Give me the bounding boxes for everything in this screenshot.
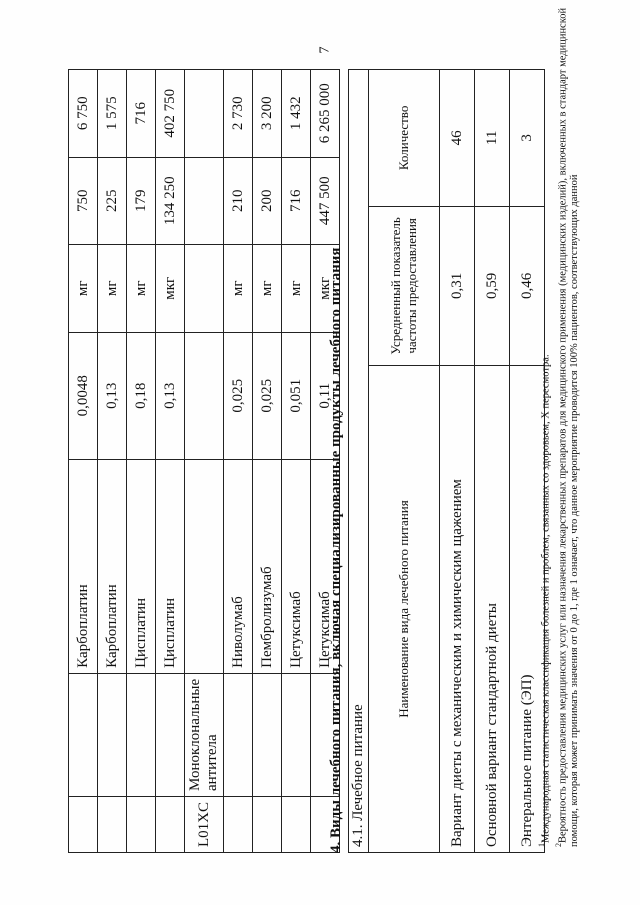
skd-cell: 1 575 xyxy=(98,70,127,158)
drug-group-cell xyxy=(69,673,98,796)
skd-cell: 3 200 xyxy=(253,70,282,158)
frequency-cell: 0,13 xyxy=(98,332,127,459)
nutrition-count: 3 xyxy=(510,70,545,207)
drug-name-cell: Карбоплатин xyxy=(69,459,98,673)
skd-cell: 402 750 xyxy=(156,70,185,158)
footnotes xyxy=(536,7,581,847)
unit-cell: мкг xyxy=(156,245,185,333)
subsection-heading: 4.1. Лечебное питание xyxy=(348,69,369,853)
nutrition-freq: 0,31 xyxy=(440,206,475,365)
atc-code-cell xyxy=(224,797,253,853)
nutrition-name: Основной вариант стандартной диеты xyxy=(475,366,510,853)
footnote-2-mark: 2 xyxy=(553,843,563,847)
drug-name-cell: Цисплатин xyxy=(127,459,156,673)
unit-cell: мг xyxy=(98,245,127,333)
frequency-cell: 0,0048 xyxy=(69,332,98,459)
drug-name-cell: Цетуксимаб xyxy=(282,459,311,673)
page-number: 7 xyxy=(317,46,333,54)
ssd-cell: 200 xyxy=(253,157,282,244)
atc-code-cell xyxy=(127,797,156,853)
nutrition-table xyxy=(368,69,545,853)
drug-name-cell: Карбоплатин xyxy=(98,459,127,673)
section-heading: 4. Виды лечебного питания, включая специализированные продукты лечебного питания xyxy=(328,247,344,853)
unit-cell: мг xyxy=(282,245,311,333)
unit-cell: мг xyxy=(224,245,253,333)
ssd-cell xyxy=(185,157,224,244)
nutrition-count: 46 xyxy=(440,70,475,207)
atc-code-cell xyxy=(282,797,311,853)
table-row xyxy=(156,70,185,853)
table-row xyxy=(98,70,127,853)
unit-cell: мг xyxy=(127,245,156,333)
drug-group-cell xyxy=(224,673,253,796)
unit-cell xyxy=(185,245,224,333)
drug-name-cell: Цисплатин xyxy=(156,459,185,673)
table-row xyxy=(224,70,253,853)
drug-group-cell: Моноклональные антитела xyxy=(185,673,224,796)
atc-code-cell xyxy=(69,797,98,853)
table-row xyxy=(440,70,475,853)
drug-group-cell xyxy=(156,673,185,796)
unit-cell: мкг xyxy=(311,245,340,333)
header-name: Наименование вида лечебного питания xyxy=(369,366,440,853)
drug-group-cell xyxy=(253,673,282,796)
drug-table xyxy=(68,69,340,853)
ssd-cell: 447 500 xyxy=(311,157,340,244)
frequency-cell: 0,11 xyxy=(311,332,340,459)
nutrition-header-row xyxy=(369,70,440,853)
frequency-cell: 0,025 xyxy=(253,332,282,459)
footnote-1-mark: 1 xyxy=(537,843,546,847)
frequency-cell: 0,18 xyxy=(127,332,156,459)
frequency-cell xyxy=(185,332,224,459)
nutrition-name: Энтеральное питание (ЭП) xyxy=(510,366,545,853)
nutrition-freq: 0,46 xyxy=(510,206,545,365)
skd-cell: 2 730 xyxy=(224,70,253,158)
frequency-cell: 0,025 xyxy=(224,332,253,459)
unit-cell: мг xyxy=(69,245,98,333)
nutrition-count: 11 xyxy=(475,70,510,207)
frequency-cell: 0,051 xyxy=(282,332,311,459)
drug-group-cell xyxy=(98,673,127,796)
unit-cell: мг xyxy=(253,245,282,333)
table-row xyxy=(253,70,282,853)
skd-cell: 716 xyxy=(127,70,156,158)
table-row xyxy=(127,70,156,853)
footnote-1 xyxy=(536,7,553,847)
drug-group-cell xyxy=(127,673,156,796)
footnote-2 xyxy=(553,7,582,847)
table-row xyxy=(69,70,98,853)
drug-name-cell: Пембролизумаб xyxy=(253,459,282,673)
atc-code-cell xyxy=(98,797,127,853)
table-row xyxy=(475,70,510,853)
drug-name-cell: Ниволумаб xyxy=(224,459,253,673)
skd-cell: 1 432 xyxy=(282,70,311,158)
ssd-cell: 750 xyxy=(69,157,98,244)
ssd-cell: 225 xyxy=(98,157,127,244)
atc-code-cell: L01XC xyxy=(185,797,224,853)
drug-group-cell xyxy=(282,673,311,796)
drug-name-cell: Цетуксимаб xyxy=(311,459,340,673)
ssd-cell: 716 xyxy=(282,157,311,244)
ssd-cell: 179 xyxy=(127,157,156,244)
atc-code-cell xyxy=(253,797,282,853)
atc-code-cell xyxy=(156,797,185,853)
nutrition-freq: 0,59 xyxy=(475,206,510,365)
ssd-cell: 134 250 xyxy=(156,157,185,244)
ssd-cell: 210 xyxy=(224,157,253,244)
header-freq: Усредненный показатель частоты предоставления xyxy=(369,206,440,365)
table-row xyxy=(282,70,311,853)
drug-name-cell xyxy=(185,459,224,673)
footnote-2-text: Вероятность предоставления медицинских услуг или назначения лекарственных препаратов для медицинского применения (медицинских изделий), включенных в стандарт медицинской помощи, которая может принимать значения от 0 до 1, где 1 означает, что данное мероприятие проводится 100% пациентов, соответствующих данной xyxy=(557,7,580,847)
footnote-1-text: Международная статистическая классификация болезней и проблем, связанных со здоровьем, X пересмотра. xyxy=(540,354,552,843)
nutrition-name: Вариант диеты с механическим и химическим щажением xyxy=(440,366,475,853)
skd-cell: 6 265 000 xyxy=(311,70,340,158)
frequency-cell: 0,13 xyxy=(156,332,185,459)
header-count: Количество xyxy=(369,70,440,207)
table-row xyxy=(185,70,224,853)
skd-cell xyxy=(185,70,224,158)
skd-cell: 6 750 xyxy=(69,70,98,158)
